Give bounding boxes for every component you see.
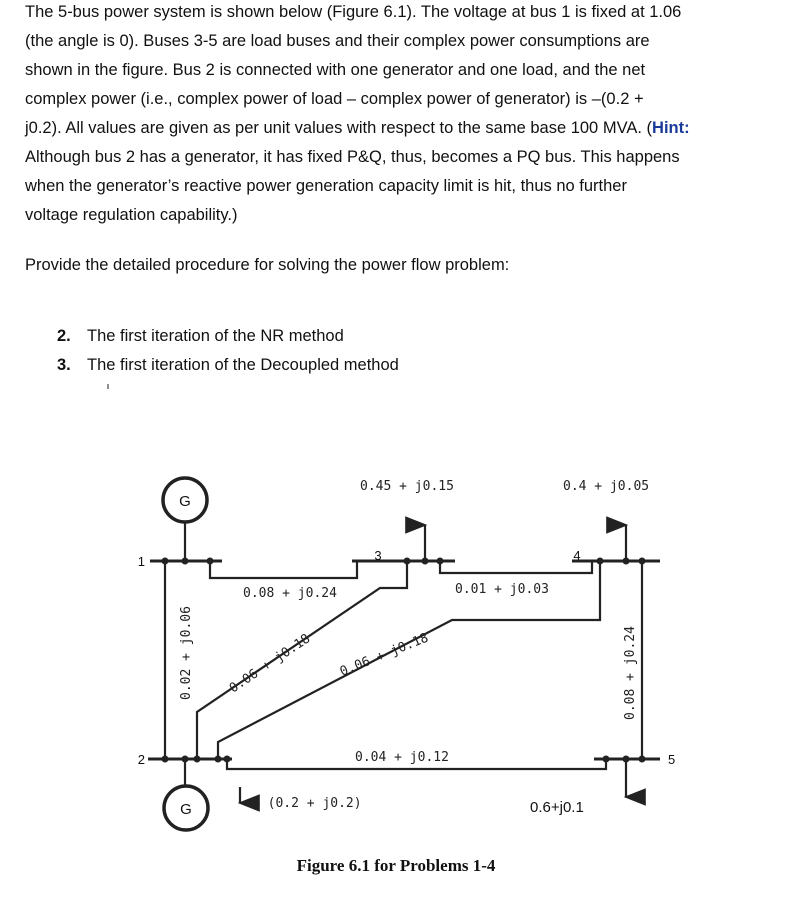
problem-line-text: j0.2). All values are given as per unit values with respect to the same base 100 MVA. ( — [25, 119, 653, 137]
load-4-label: 0.4 + j0.05 — [563, 479, 650, 494]
line-4-5-impedance: 0.08 + j0.24 — [623, 626, 638, 720]
line-1-3 — [210, 561, 357, 578]
problem-line: complex power (i.e., complex power of load – complex power of generator) is –(0.2 + — [25, 90, 644, 108]
load-5-label: 0.6+j0.1 — [530, 799, 584, 816]
problem-line: voltage regulation capability.) — [25, 206, 238, 224]
problem-line: when the generator’s reactive power generation capacity limit is hit, thus no further — [25, 177, 627, 195]
problem-line: (the angle is 0). Buses 3-5 are load buses and their complex power consumptions are — [25, 32, 650, 50]
line-1-2-impedance: 0.02 + j0.06 — [179, 606, 194, 700]
bus-4-number: 4 — [573, 548, 581, 563]
bus-2-number: 2 — [137, 752, 145, 767]
bus-3-number: 3 — [374, 548, 382, 563]
load-2-label: – (0.2 + j0.2) — [252, 796, 362, 811]
line-2-4-impedance: 0.06 + j0.18 — [337, 630, 431, 680]
line-1-3-impedance: 0.08 + j0.24 — [243, 586, 337, 601]
problem-line: Although bus 2 has a generator, it has fixed P&Q, thus, becomes a PQ bus. This happens — [25, 148, 680, 166]
generator-2-label: G — [180, 801, 192, 818]
problem-line: shown in the figure. Bus 2 is connected with one generator and one load, and the net — [25, 61, 646, 79]
bus-5-number: 5 — [668, 752, 676, 767]
instruction: Provide the detailed procedure for solving the power flow problem: — [25, 256, 510, 274]
line-3-4 — [440, 561, 592, 573]
line-2-3-impedance: 0.06 + j0.18 — [226, 631, 314, 697]
list-item-text: The first iteration of the NR method — [87, 327, 344, 345]
list-item-text: The first iteration of the Decoupled method — [87, 356, 399, 374]
list-item-number: 3. — [57, 356, 71, 374]
hint-label: Hint: — [652, 119, 690, 137]
problem-line: The 5-bus power system is shown below (Figure 6.1). The voltage at bus 1 is fixed at 1.06 — [25, 3, 682, 21]
bus-1-number: 1 — [137, 554, 145, 569]
load-3-label: 0.45 + j0.15 — [360, 479, 454, 494]
line-2-5-impedance: 0.04 + j0.12 — [355, 750, 449, 765]
list-item-number: 2. — [57, 327, 71, 345]
line-3-4-impedance: 0.01 + j0.03 — [455, 582, 549, 597]
generator-1-label: G — [179, 493, 191, 510]
figure-caption: Figure 6.1 for Problems 1-4 — [296, 856, 496, 875]
